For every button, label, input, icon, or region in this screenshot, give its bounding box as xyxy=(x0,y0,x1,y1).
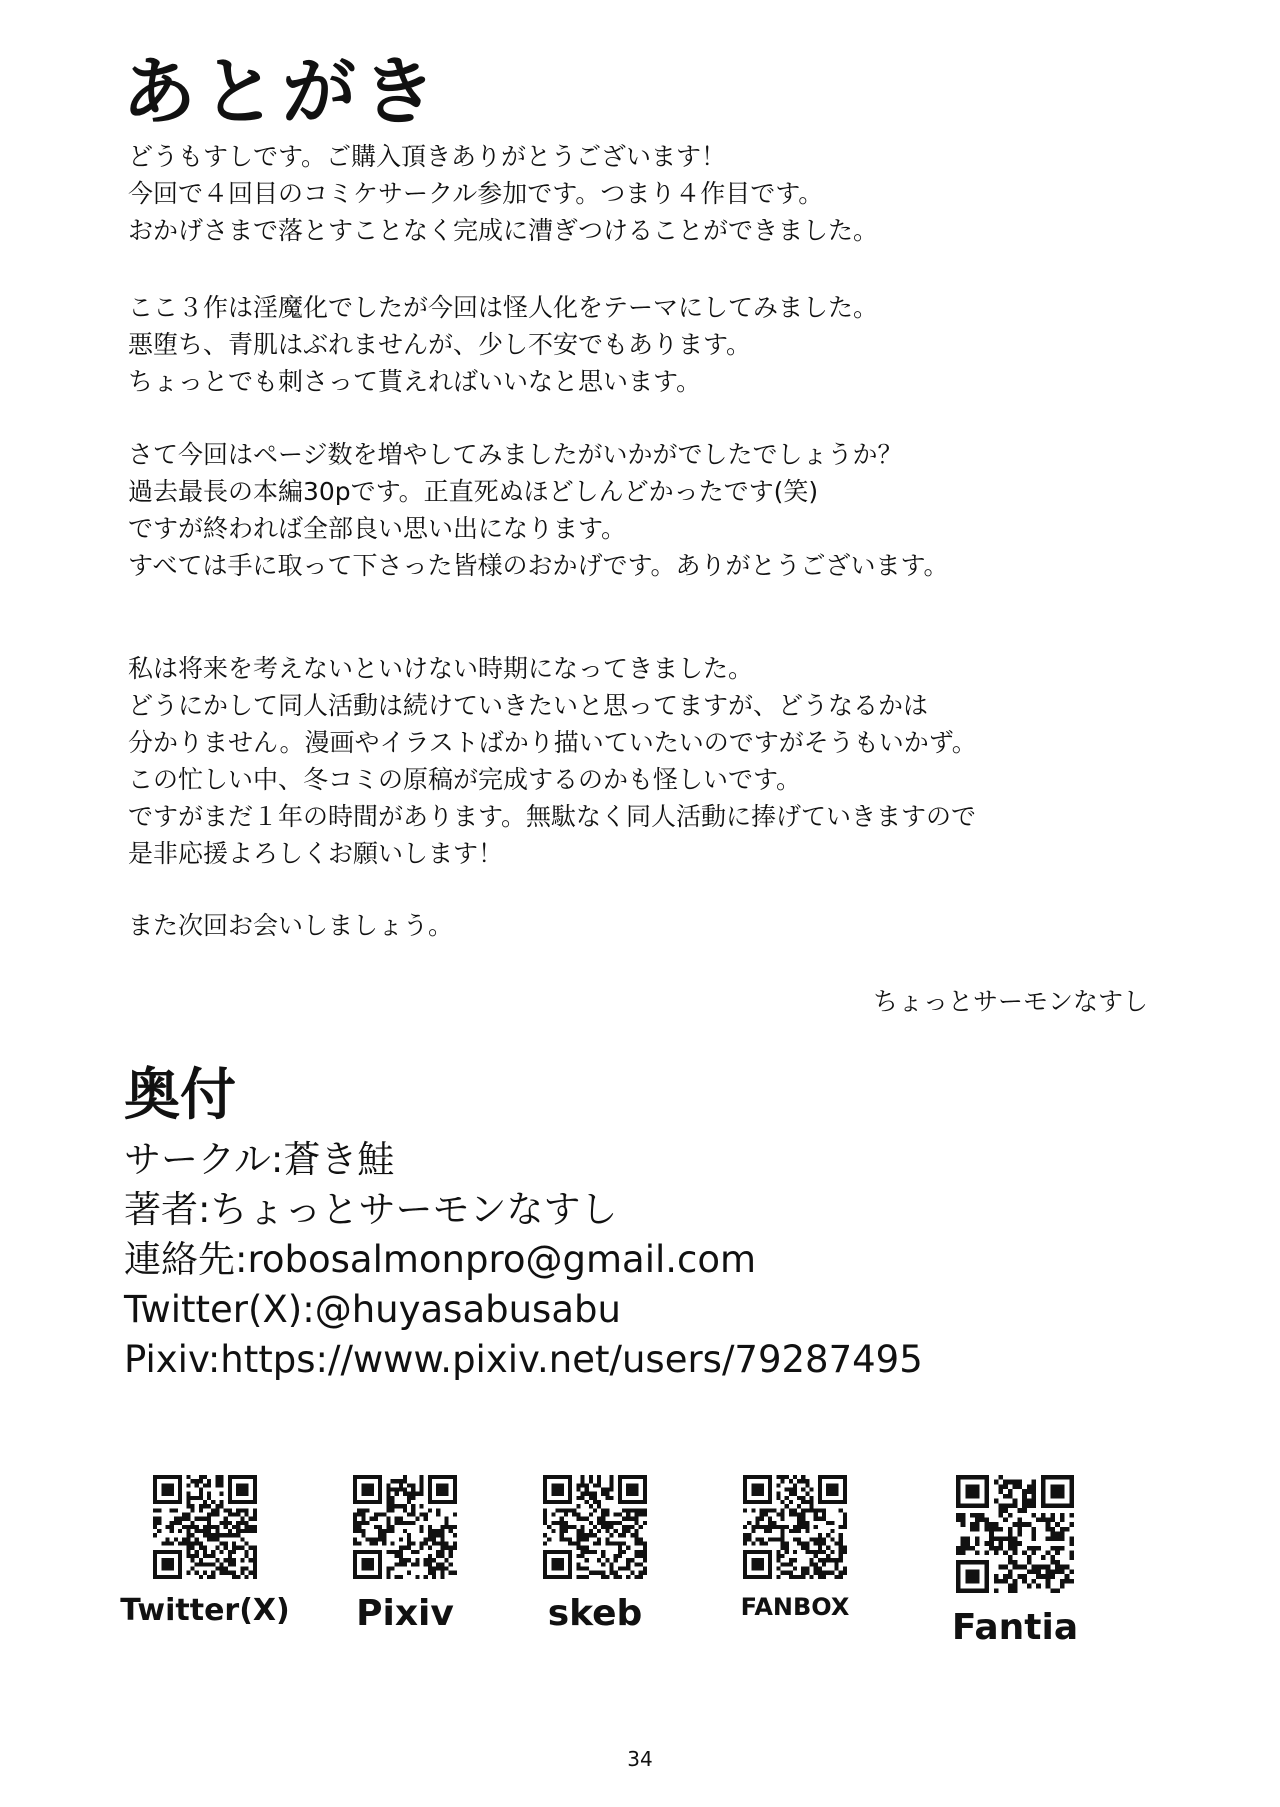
text-line: おかげさまで落とすことなく完成に漕ぎつけることができました。 xyxy=(128,216,879,245)
qr-label: Twitter(X) xyxy=(120,1593,290,1628)
text-line: どうもすしです。ご購入頂きありがとうございます！ xyxy=(128,142,727,171)
qr-code-icon xyxy=(743,1475,847,1579)
qr-code-icon xyxy=(153,1475,257,1579)
qr-label: skeb xyxy=(547,1593,643,1634)
text-line: ここ３作は淫魔化でしたが今回は怪人化をテーマにしてみました。 xyxy=(128,293,879,322)
text-line: ちょっとでも刺さって貰えればいいなと思います。 xyxy=(128,367,702,396)
text-line: ですが終われば全部良い思い出になります。 xyxy=(128,514,627,543)
paragraph-3 xyxy=(128,436,949,584)
text-line: 分かりません。漫画やイラストばかり描いていたいのですがそうもいかず。 xyxy=(128,728,977,757)
text-line: すべては手に取って下さった皆様のおかげです。ありがとうございます。 xyxy=(128,551,949,580)
author-name: 著者:ちょっとサーモンなすし xyxy=(124,1188,618,1231)
text-line: 今回で４回目のコミケサークル参加です。つまり４作目です。 xyxy=(128,179,824,208)
qr-item-pixiv xyxy=(310,1475,500,1634)
qr-code-icon xyxy=(353,1475,457,1579)
colophon-title: 奥付 xyxy=(124,1063,236,1128)
text-line: 私は将来を考えないといけない時期になってきました。 xyxy=(128,654,754,683)
qr-item-skeb xyxy=(500,1475,690,1634)
qr-item-twitter xyxy=(110,1475,300,1628)
text-line: 是非応援よろしくお願いします！ xyxy=(128,839,504,868)
paragraph-1 xyxy=(128,138,878,249)
qr-code-icon xyxy=(543,1475,647,1579)
paragraph-2 xyxy=(128,289,878,400)
text-line: 過去最長の本編30pです。正直死ぬほどしんどかったです(笑) xyxy=(128,477,819,506)
text-line: さて今回はページ数を増やしてみましたがいかがでしたでしょうか？ xyxy=(128,440,903,469)
paragraph-4 xyxy=(128,650,977,872)
qr-label: Pixiv xyxy=(356,1593,454,1634)
circle-name: サークル:蒼き鮭 xyxy=(124,1138,395,1181)
page-number: 34 xyxy=(627,1747,653,1771)
text-line: また次回お会いしましょう。 xyxy=(128,911,454,940)
paragraph-5 xyxy=(128,907,453,944)
author-signature: ちょっとサーモンなすし xyxy=(872,987,1148,1016)
qr-code-icon xyxy=(956,1475,1074,1593)
qr-label: FANBOX xyxy=(740,1593,850,1621)
pixiv-url: Pixiv:https://www.pixiv.net/users/79287495 xyxy=(124,1338,923,1381)
qr-code-row xyxy=(110,1475,1150,1675)
twitter-handle: Twitter(X):@huyasabusabu xyxy=(124,1288,621,1331)
text-line: どうにかして同人活動は続けていきたいと思ってますが、どうなるかは xyxy=(128,691,929,720)
qr-item-fantia xyxy=(920,1475,1110,1648)
text-line: ですがまだ１年の時間があります。無駄なく同人活動に捧げていきますので xyxy=(128,802,977,831)
qr-label: Fantia xyxy=(951,1607,1079,1648)
text-line: この忙しい中、冬コミの原稿が完成するのかも怪しいです。 xyxy=(128,765,802,794)
colophon-details xyxy=(124,1135,923,1385)
text-line: 悪堕ち、青肌はぶれませんが、少し不安でもあります。 xyxy=(128,330,752,359)
qr-item-fanbox xyxy=(700,1475,890,1621)
afterword-title: あとがき xyxy=(122,49,442,135)
contact-email: 連絡先:robosalmonpro@gmail.com xyxy=(124,1238,757,1281)
